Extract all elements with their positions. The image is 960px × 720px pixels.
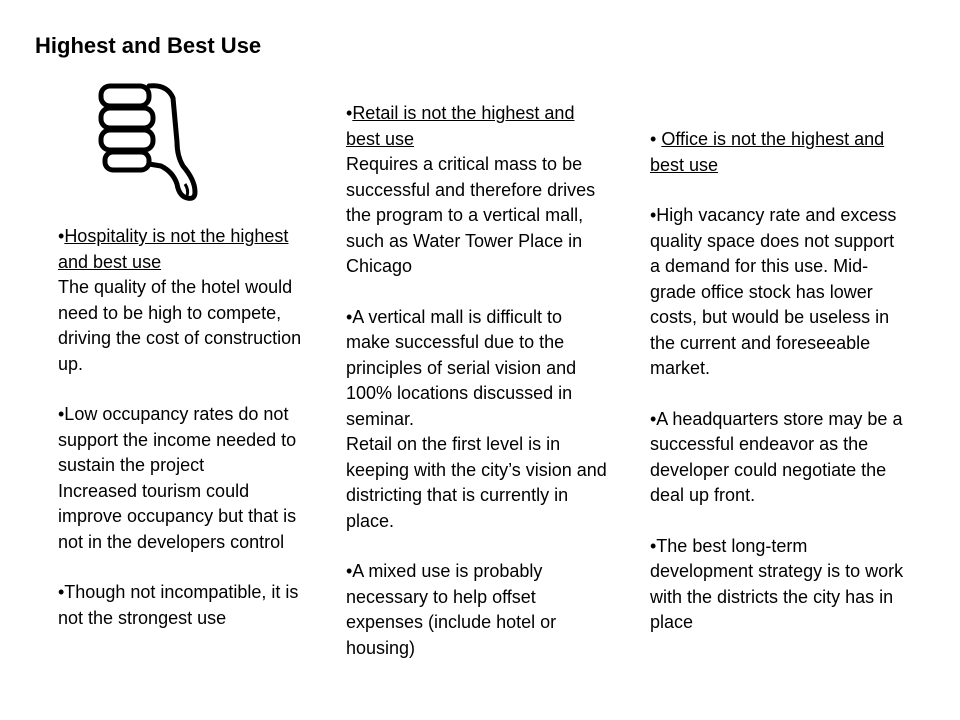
hospitality-column xyxy=(58,224,310,631)
hospitality-heading: •Hospitality is not the highest and best use xyxy=(58,226,289,272)
retail-text-4: •A mixed use is probably necessary to help offset expenses (include hotel or housing) xyxy=(346,561,557,658)
hospitality-text-3: Increased tourism could improve occupancy but that is not in the developers control xyxy=(58,480,297,552)
office-text-3: •The best long-term development strategy is to work with the districts the city has in place xyxy=(650,535,904,632)
office-text-1: •High vacancy rate and excess quality space does not support a demand for this use. Mid-grade office stock has lower costs, but would be useless in the current and foreseeable market. xyxy=(650,205,897,378)
office-text-2: •A headquarters store may be a successful endeavor as the developer could negotiate the deal up front. xyxy=(650,408,903,505)
hospitality-text-2: •Low occupancy rates do not support the income needed to sustain the project xyxy=(58,404,297,475)
retail-text-3: Retail on the first level is in keeping with the city’s vision and districting that is currently in place. xyxy=(346,434,607,531)
office-heading: • Office is not the highest and best use xyxy=(650,129,885,175)
bullet: • xyxy=(650,129,662,149)
bullet: • xyxy=(58,226,65,246)
retail-text-2: •A vertical mall is difficult to make successful due to the principles of serial vision and 100% locations discussed in seminar. xyxy=(346,306,577,429)
office-column xyxy=(650,127,904,636)
thumbs-down-icon xyxy=(95,80,199,202)
retail-column xyxy=(346,101,608,661)
retail-heading: •Retail is not the highest and best use xyxy=(346,103,575,149)
hospitality-text-4: •Though not incompatible, it is not the strongest use xyxy=(58,582,299,628)
slide-title: Highest and Best Use xyxy=(35,33,262,58)
retail-text-1: Requires a critical mass to be successful and therefore drives the program to a vertical mall, such as Water Tower Place in Chicago xyxy=(346,154,596,276)
hospitality-text-1: The quality of the hotel would need to be high to compete, driving the cost of construction up. xyxy=(58,277,302,374)
bullet: • xyxy=(346,103,353,123)
